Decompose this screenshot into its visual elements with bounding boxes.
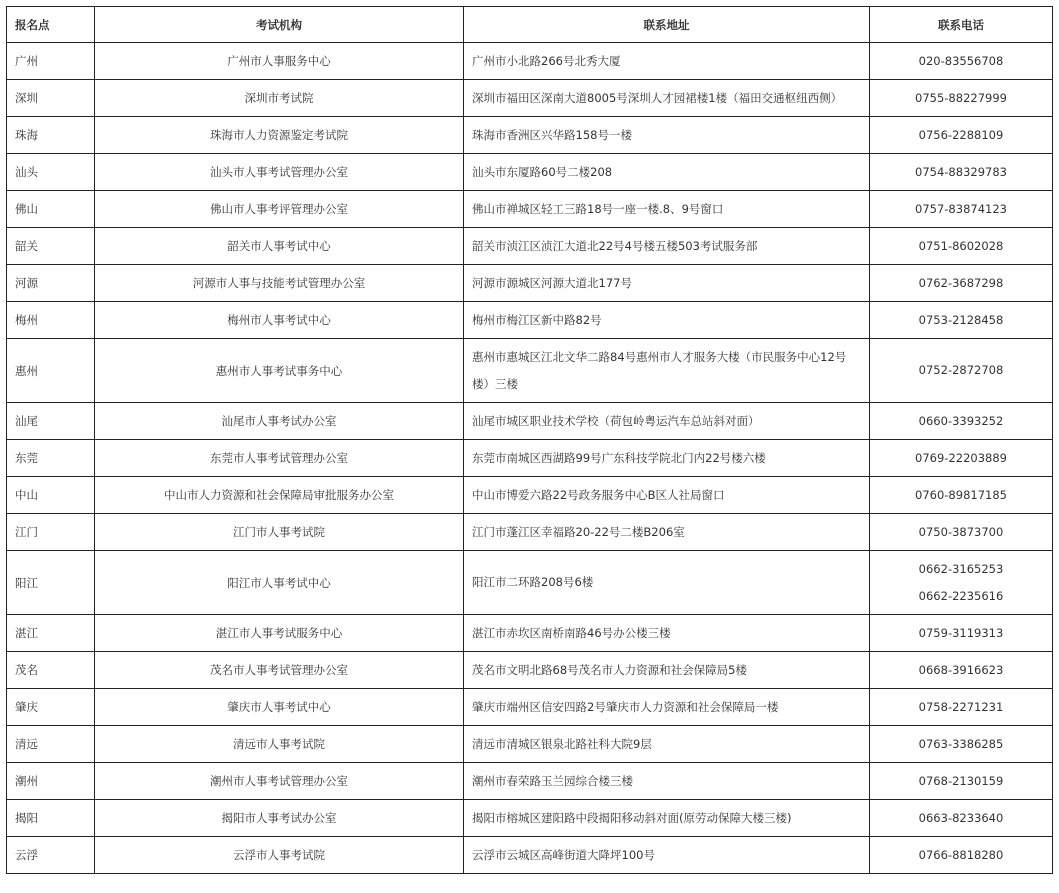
cell-city: 江门	[7, 514, 95, 551]
cell-city: 潮州	[7, 763, 95, 800]
cell-phone	[870, 265, 1053, 302]
header-org: 考试机构	[95, 7, 464, 43]
phone-number: 0758-2271231	[918, 699, 1004, 714]
table-row	[7, 514, 1053, 551]
phone-number: 0759-3119313	[918, 625, 1004, 640]
table-row	[7, 837, 1053, 874]
phone-number: 0662-3165253	[918, 561, 1004, 576]
table-row	[7, 615, 1053, 652]
phone-number: 0756-2288109	[918, 127, 1004, 142]
cell-org: 肇庆市人事考试中心	[95, 689, 464, 726]
cell-address: 河源市源城区河源大道北177号	[464, 265, 870, 302]
phone-number: 0762-3687298	[918, 275, 1004, 290]
table-row	[7, 403, 1053, 440]
table-row	[7, 726, 1053, 763]
phone-number: 0668-3916623	[918, 662, 1004, 677]
cell-address: 深圳市福田区深南大道8005号深圳人才园裙楼1楼（福田交通枢纽西侧）	[464, 80, 870, 117]
cell-org: 云浮市人事考试院	[95, 837, 464, 874]
phone-number: 0752-2872708	[918, 363, 1004, 377]
cell-org: 梅州市人事考试中心	[95, 302, 464, 339]
cell-org: 茂名市人事考试管理办公室	[95, 652, 464, 689]
cell-address: 东莞市南城区西湖路99号广东科技学院北门内22号楼六楼	[464, 440, 870, 477]
cell-org: 广州市人事服务中心	[95, 43, 464, 80]
cell-address: 韶关市浈江区浈江大道北22号4号楼五楼503考试服务部	[464, 228, 870, 265]
phone-number: 0768-2130159	[918, 773, 1004, 788]
table-body	[7, 43, 1053, 874]
phone-number: 0757-83874123	[915, 201, 1007, 216]
cell-city: 阳江	[7, 551, 95, 615]
cell-address: 汕尾市城区职业技术学校（荷包岭粤运汽车总站斜对面）	[464, 403, 870, 440]
cell-address: 珠海市香洲区兴华路158号一楼	[464, 117, 870, 154]
table-row	[7, 117, 1053, 154]
cell-city: 清远	[7, 726, 95, 763]
cell-phone	[870, 477, 1053, 514]
cell-org: 东莞市人事考试管理办公室	[95, 440, 464, 477]
table-row	[7, 551, 1053, 615]
cell-city: 佛山	[7, 191, 95, 228]
cell-city: 珠海	[7, 117, 95, 154]
cell-phone	[870, 228, 1053, 265]
cell-org: 惠州市人事考试事务中心	[95, 339, 464, 403]
cell-phone	[870, 440, 1053, 477]
cell-org: 清远市人事考试院	[95, 726, 464, 763]
table-row	[7, 265, 1053, 302]
phone-number: 0755-88227999	[915, 90, 1007, 105]
cell-phone	[870, 117, 1053, 154]
cell-org: 揭阳市人事考试办公室	[95, 800, 464, 837]
cell-address: 汕头市东厦路60号二楼208	[464, 154, 870, 191]
cell-phone	[870, 302, 1053, 339]
cell-address: 梅州市梅江区新中路82号	[464, 302, 870, 339]
cell-city: 汕头	[7, 154, 95, 191]
cell-city: 深圳	[7, 80, 95, 117]
cell-org: 珠海市人力资源鉴定考试院	[95, 117, 464, 154]
cell-org: 潮州市人事考试管理办公室	[95, 763, 464, 800]
cell-city: 湛江	[7, 615, 95, 652]
cell-org: 河源市人事与技能考试管理办公室	[95, 265, 464, 302]
cell-phone	[870, 615, 1053, 652]
header-row	[7, 7, 1053, 43]
cell-org: 湛江市人事考试服务中心	[95, 615, 464, 652]
table-row	[7, 440, 1053, 477]
phone-number: 0769-22203889	[915, 450, 1007, 465]
header-address: 联系地址	[464, 7, 870, 43]
cell-address: 佛山市禅城区轻工三路18号一座一楼.8、9号窗口	[464, 191, 870, 228]
cell-city: 梅州	[7, 302, 95, 339]
table-row	[7, 154, 1053, 191]
phone-number: 0751-8602028	[918, 238, 1004, 253]
cell-org: 汕尾市人事考试办公室	[95, 403, 464, 440]
cell-city: 云浮	[7, 837, 95, 874]
cell-address: 江门市蓬江区幸福路20-22号二楼B206室	[464, 514, 870, 551]
cell-address: 潮州市春荣路玉兰园综合楼三楼	[464, 763, 870, 800]
cell-city: 广州	[7, 43, 95, 80]
exam-registration-table	[6, 6, 1053, 874]
phone-number: 0754-88329783	[915, 164, 1007, 179]
table-row	[7, 652, 1053, 689]
cell-address: 肇庆市端州区信安四路2号肇庆市人力资源和社会保障局一楼	[464, 689, 870, 726]
cell-address: 湛江市赤坎区南桥南路46号办公楼三楼	[464, 615, 870, 652]
phone-number: 020-83556708	[918, 53, 1004, 68]
phone-number: 0753-2128458	[918, 312, 1004, 327]
header-city: 报名点	[7, 7, 95, 43]
cell-address: 中山市博爱六路22号政务服务中心B区人社局窗口	[464, 477, 870, 514]
table-row	[7, 477, 1053, 514]
cell-org: 江门市人事考试院	[95, 514, 464, 551]
cell-phone	[870, 403, 1053, 440]
cell-phone	[870, 191, 1053, 228]
phone-number: 0660-3393252	[918, 413, 1004, 428]
cell-phone	[870, 514, 1053, 551]
cell-city: 茂名	[7, 652, 95, 689]
cell-address: 云浮市云城区高峰街道大降坪100号	[464, 837, 870, 874]
cell-address: 茂名市文明北路68号茂名市人力资源和社会保障局5楼	[464, 652, 870, 689]
phone-number: 0763-3386285	[918, 736, 1004, 751]
header-phone: 联系电话	[870, 7, 1053, 43]
cell-org: 深圳市考试院	[95, 80, 464, 117]
cell-city: 东莞	[7, 440, 95, 477]
phone-number: 0766-8818280	[918, 847, 1004, 862]
cell-org: 汕头市人事考试管理办公室	[95, 154, 464, 191]
cell-phone	[870, 800, 1053, 837]
phone-number: 0760-89817185	[915, 487, 1007, 502]
cell-city: 河源	[7, 265, 95, 302]
cell-org: 阳江市人事考试中心	[95, 551, 464, 615]
cell-phone	[870, 652, 1053, 689]
cell-phone	[870, 689, 1053, 726]
cell-address: 广州市小北路266号北秀大厦	[464, 43, 870, 80]
table-row	[7, 80, 1053, 117]
cell-city: 韶关	[7, 228, 95, 265]
cell-city: 揭阳	[7, 800, 95, 837]
table-row	[7, 191, 1053, 228]
table-row	[7, 43, 1053, 80]
cell-org: 中山市人力资源和社会保障局审批服务办公室	[95, 477, 464, 514]
table-row	[7, 302, 1053, 339]
table-row	[7, 228, 1053, 265]
table-row	[7, 689, 1053, 726]
cell-city: 肇庆	[7, 689, 95, 726]
cell-city: 汕尾	[7, 403, 95, 440]
cell-city: 惠州	[7, 339, 95, 403]
cell-address: 揭阳市榕城区建阳路中段揭阳移动斜对面(原劳动保障大楼三楼)	[464, 800, 870, 837]
cell-phone	[870, 763, 1053, 800]
cell-address: 清远市清城区银泉北路社科大院9层	[464, 726, 870, 763]
cell-org: 佛山市人事考评管理办公室	[95, 191, 464, 228]
phone-number: 0662-2235616	[918, 588, 1004, 603]
table-row	[7, 763, 1053, 800]
table-row	[7, 339, 1053, 403]
cell-phone	[870, 726, 1053, 763]
phone-number: 0663-8233640	[918, 810, 1004, 825]
cell-phone	[870, 551, 1053, 615]
cell-address: 阳江市二环路208号6楼	[464, 551, 870, 615]
cell-phone	[870, 837, 1053, 874]
table-row	[7, 800, 1053, 837]
cell-phone	[870, 154, 1053, 191]
cell-city: 中山	[7, 477, 95, 514]
cell-phone	[870, 80, 1053, 117]
cell-address: 惠州市惠城区江北文华二路84号惠州市人才服务大楼（市民服务中心12号楼）三楼	[464, 339, 870, 403]
phone-number: 0750-3873700	[918, 524, 1004, 539]
cell-phone	[870, 43, 1053, 80]
cell-phone	[870, 339, 1053, 403]
cell-org: 韶关市人事考试中心	[95, 228, 464, 265]
